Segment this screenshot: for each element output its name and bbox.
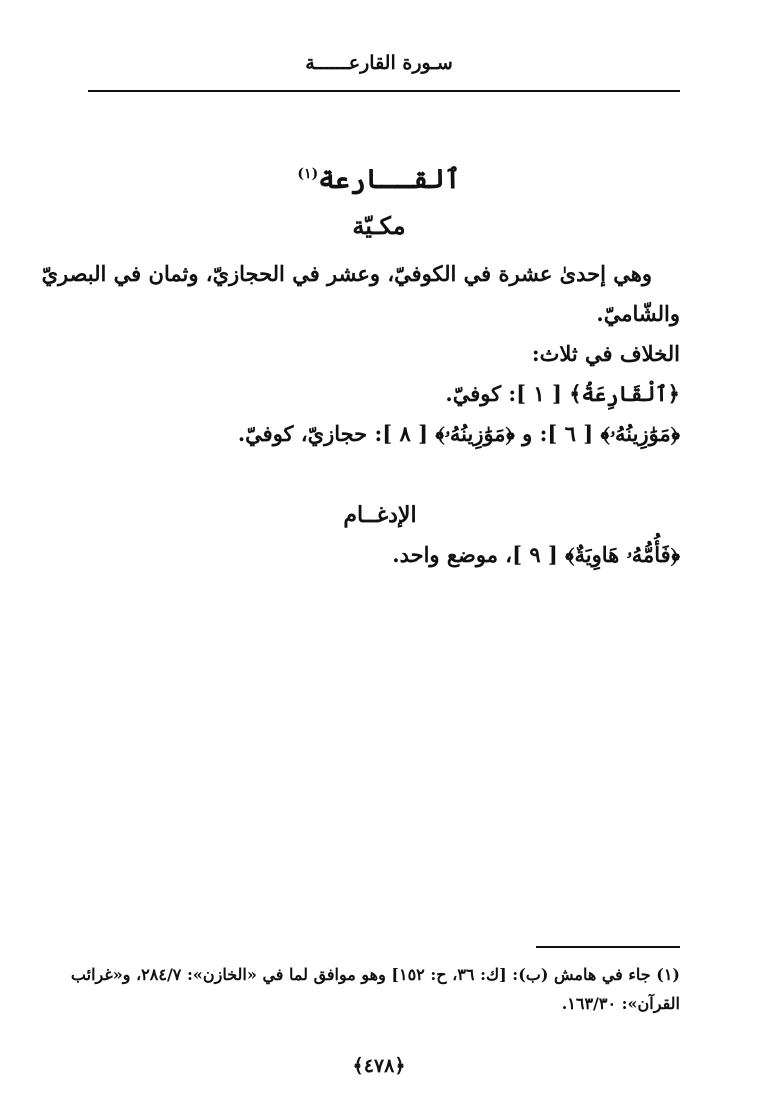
main-text	[41, 254, 680, 575]
verse-count-line-cont: والشّاميّ.	[596, 301, 680, 326]
disagreement-heading: الخلاف في ثلاث:	[531, 341, 680, 366]
disagreement-item-2: ﴿مَوَٰزِينُهُۥ﴾ [ ٦ ]: و ﴿مَوَٰزِينُهُۥ﴾ [ ٨ ]: حجازيّ، كوفيّ.	[237, 421, 680, 446]
idgham-line: ﴿فَأُمُّهُۥ هَاوِيَةٌ﴾ [ ٩ ]، موضع واحد.	[392, 542, 680, 567]
running-title: سـورة القارعــــــة	[305, 52, 453, 74]
blank-line	[80, 454, 680, 495]
footnote-line-2: القرآن»: ١٦٣/٣٠.	[561, 994, 680, 1013]
footnote-marker: (١)	[297, 166, 319, 182]
page-number: ﴿٤٧٨﴾	[352, 1055, 406, 1077]
footnote	[70, 960, 680, 1018]
surah-title	[0, 164, 758, 195]
idgham-heading: الإدغــام	[343, 502, 417, 528]
surah-title-text: ٱلقــارعة	[318, 164, 461, 195]
footnote-line-1: (١) جاء في هامش (ب): [ك: ٣٦، ح: ١٥٢] وهو موافق لما في «الخازن»: ٢٨٤/٧، و«غرائب	[70, 965, 680, 984]
disagreement-item-1: ﴿ٱلْقَارِعَةُ﴾ [ ١ ]: كوفيّ.	[445, 381, 680, 406]
header-rule	[88, 90, 680, 92]
verse-count-line: وهي إحدىٰ عشرة في الكوفيّ، وعشر في الحجازيّ، وثمان في البصريّ	[41, 261, 652, 286]
footnote-rule	[536, 946, 680, 948]
revelation-place: مكـيّة	[352, 211, 406, 240]
